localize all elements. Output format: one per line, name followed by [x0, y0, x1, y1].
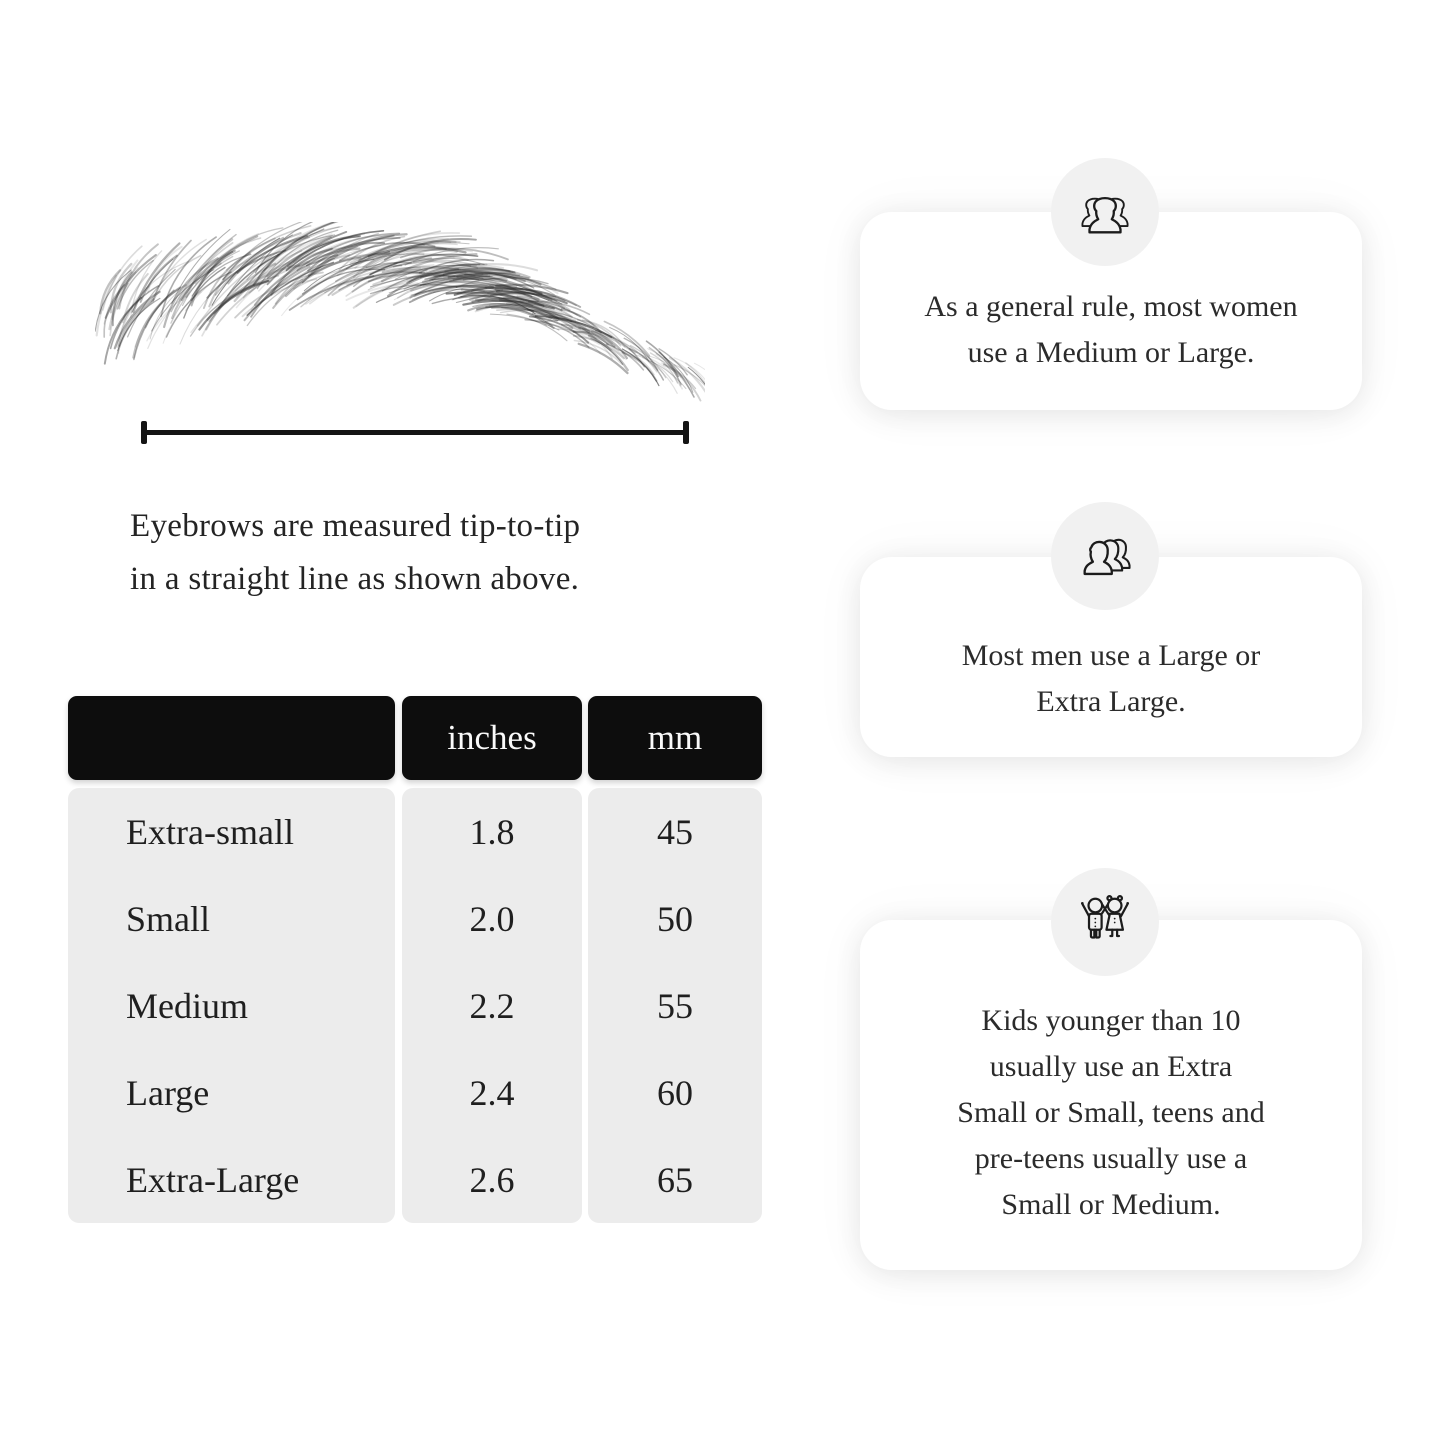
icon-circle — [1051, 158, 1159, 266]
card-text-line: Most men use a Large or — [961, 639, 1261, 672]
mm-cell: 60 — [657, 1072, 693, 1113]
caption-line-1: Eyebrows are measured tip-to-tip — [130, 508, 581, 544]
mm-cell: 45 — [657, 811, 693, 852]
women-group-icon — [1074, 181, 1136, 243]
table-row — [68, 962, 762, 1049]
table-row — [68, 875, 762, 962]
mm-cell: 50 — [657, 898, 693, 939]
card-text-line: Small or Small, teens and — [957, 1096, 1265, 1129]
table-row — [68, 1136, 762, 1223]
caption-line-2: in a straight line as shown above. — [130, 561, 580, 597]
eyebrow-illustration — [95, 222, 705, 412]
mm-cell: 65 — [657, 1159, 693, 1200]
measurement-line — [143, 430, 687, 435]
inches-column-header: inches — [402, 696, 582, 780]
kids-icon — [1074, 891, 1136, 953]
inches-cell: 1.8 — [469, 811, 515, 852]
table-row — [68, 788, 762, 875]
size-cell: Large — [126, 1072, 210, 1113]
icon-circle — [1051, 502, 1159, 610]
card-text-line: As a general rule, most women — [924, 290, 1298, 323]
card-text-line: use a Medium or Large. — [967, 336, 1255, 369]
size-cell: Medium — [126, 985, 248, 1026]
men-group-icon — [1074, 525, 1136, 587]
inches-cell: 2.6 — [469, 1159, 515, 1200]
card-text — [880, 284, 1342, 376]
inches-cell: 2.4 — [469, 1072, 515, 1113]
measurement-caption — [130, 500, 580, 606]
size-cell: Extra-small — [126, 811, 294, 852]
inches-cell: 2.0 — [469, 898, 515, 939]
size-cell: Small — [126, 898, 211, 939]
mm-column-header: mm — [588, 696, 762, 780]
card-text-line: Extra Large. — [1036, 685, 1186, 718]
card-text-line: usually use an Extra — [989, 1050, 1233, 1083]
card-text — [880, 633, 1342, 725]
inches-cell: 2.2 — [469, 985, 515, 1026]
size-column-header — [68, 696, 395, 780]
table-row — [68, 1049, 762, 1136]
mm-cell: 55 — [657, 985, 693, 1026]
card-text-line: Kids younger than 10 — [981, 1004, 1241, 1037]
size-cell: Extra-Large — [126, 1159, 300, 1200]
card-text-line: pre-teens usually use a — [974, 1142, 1248, 1175]
card-text — [910, 998, 1312, 1228]
icon-circle — [1051, 868, 1159, 976]
card-text-line: Small or Medium. — [1001, 1188, 1221, 1221]
